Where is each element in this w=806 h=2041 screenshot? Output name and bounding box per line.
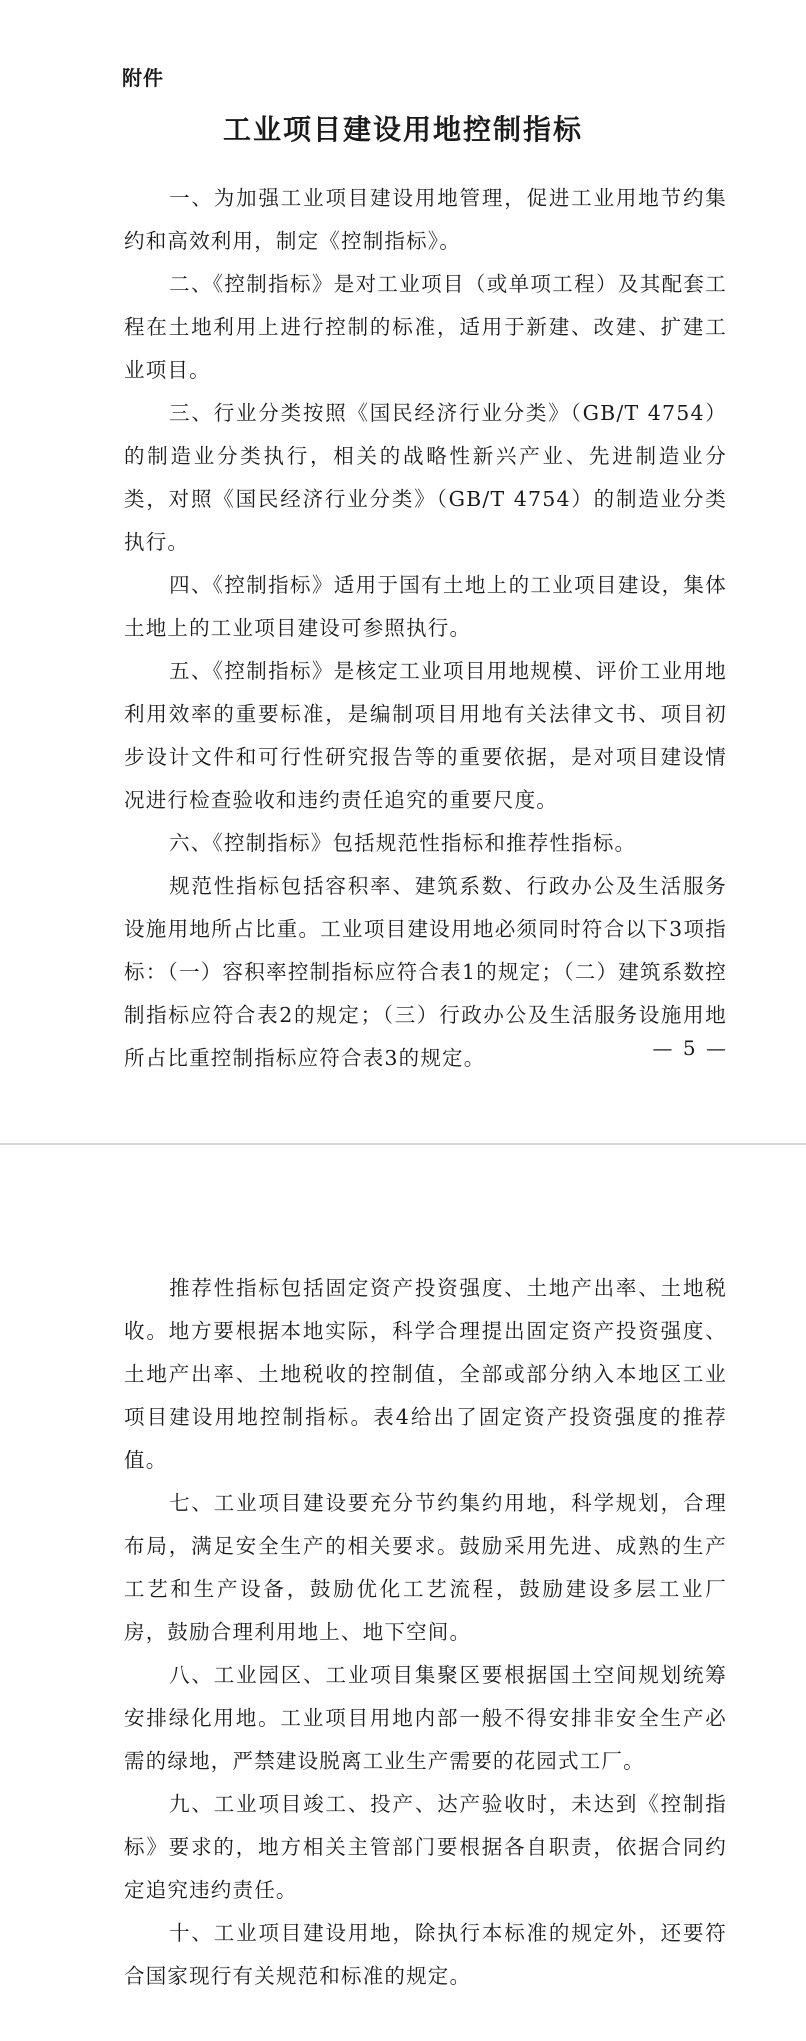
paragraph-3: 三、行业分类按照《国民经济行业分类》（GB/T 4754）的制造业分类执行，相关的战略性新兴产业、先进制造业分类，对照《国民经济行业分类》（GB/T 4754）的制造业分类执行。	[124, 401, 727, 554]
paragraph-10: 八、工业园区、工业项目集聚区要根据国土空间规划统筹安排绿化用地。工业项目用地内部一般不得安排非安全生产必需的绿地，严禁建设脱离工业生产需要的花园式工厂。	[124, 1663, 727, 1773]
attachment-label: 附件	[122, 66, 164, 90]
paragraph-8: 推荐性指标包括固定资产投资强度、土地产出率、土地税收。地方要根据本地实际，科学合理提出固定资产投资强度、土地产出率、土地税收的控制值，全部或部分纳入本地区工业项目建设用地控制指标。表4给出了固定资产投资强度的推荐值。	[124, 1276, 727, 1472]
paragraph-11: 九、工业项目竣工、投产、达产验收时，未达到《控制指标》要求的，地方相关主管部门要根据各自职责，依据合同约定追究违约责任。	[124, 1792, 727, 1902]
document-title: 工业项目建设用地控制指标	[222, 113, 583, 146]
paragraph-2: 二、《控制指标》是对工业项目（或单项工程）及其配套工程在土地利用上进行控制的标准，适用于新建、改建、扩建工业项目。	[124, 272, 727, 382]
paragraph-4: 四、《控制指标》适用于国有土地上的工业项目建设，集体土地上的工业项目建设可参照执行。	[124, 573, 727, 640]
paragraph-12: 十、工业项目建设用地，除执行本标准的规定外，还要符合国家现行有关规范和标准的规定。	[124, 1921, 727, 1988]
paragraph-9: 七、工业项目建设要充分节约集约用地，科学规划，合理布局，满足安全生产的相关要求。鼓励采用先进、成熟的生产工艺和生产设备，鼓励优化工艺流程，鼓励建设多层工业厂房，鼓励合理利用地上、地下空间。	[124, 1491, 727, 1644]
page1-body	[124, 177, 727, 1080]
page-number: — 5 —	[652, 1036, 728, 1060]
paragraph-1: 一、为加强工业项目建设用地管理，促进工业用地节约集约和高效利用，制定《控制指标》。	[124, 186, 727, 253]
page2-body	[124, 1267, 727, 1998]
paragraph-6: 六、《控制指标》包括规范性指标和推荐性指标。	[169, 831, 637, 855]
page-divider	[0, 1143, 806, 1145]
paragraph-7: 规范性指标包括容积率、建筑系数、行政办公及生活服务设施用地所占比重。工业项目建设用地必须同时符合以下3项指标：（一）容积率控制指标应符合表1的规定；（二）建筑系数控制指标应符合表2的规定；（三）行政办公及生活服务设施用地所占比重控制指标应符合表3的规定。	[124, 874, 727, 1070]
paragraph-5: 五、《控制指标》是核定工业项目用地规模、评价工业用地利用效率的重要标准，是编制项目用地有关法律文书、项目初步设计文件和可行性研究报告等的重要依据，是对项目建设情况进行检查验收和违约责任追究的重要尺度。	[124, 659, 727, 812]
